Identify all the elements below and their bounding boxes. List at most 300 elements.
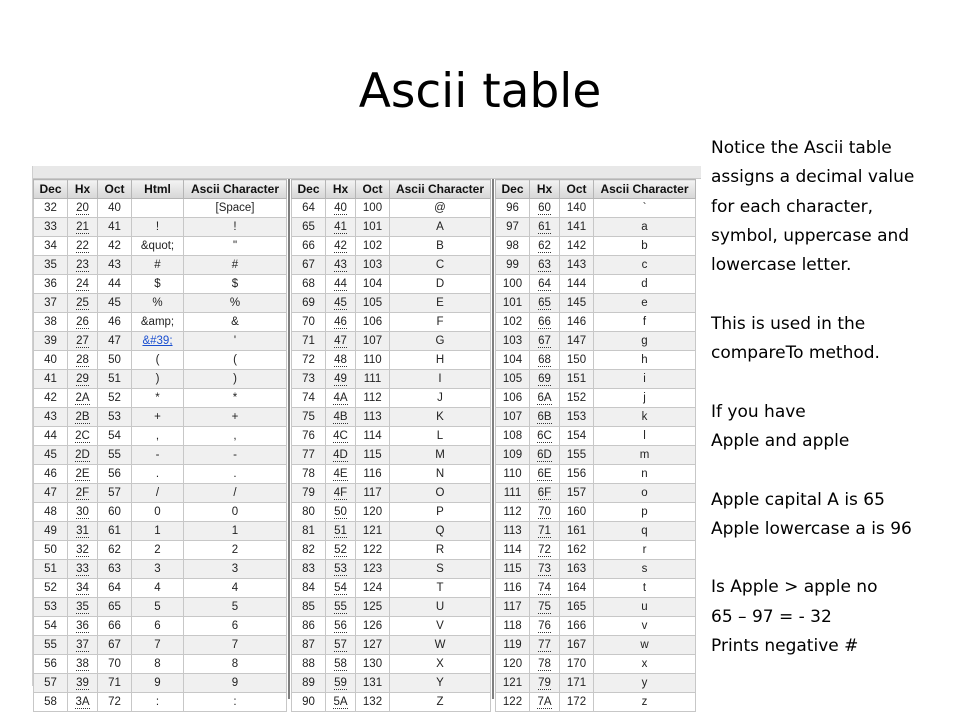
dec-cell: 70 xyxy=(292,313,326,332)
oct-cell: 70 xyxy=(98,655,132,674)
table-row xyxy=(292,636,491,655)
char-cell: @ xyxy=(390,199,491,218)
oct-cell: 100 xyxy=(356,199,390,218)
oct-cell: 67 xyxy=(98,636,132,655)
hex-cell[interactable]: 56 xyxy=(326,617,356,636)
char-cell: % xyxy=(184,294,287,313)
html-cell: $ xyxy=(132,275,184,294)
dec-cell: 55 xyxy=(34,636,68,655)
hex-cell[interactable]: 60 xyxy=(530,199,560,218)
char-cell: R xyxy=(390,541,491,560)
table-row xyxy=(292,218,491,237)
hex-cell[interactable]: 54 xyxy=(326,579,356,598)
char-cell: l xyxy=(594,427,696,446)
oct-cell: 102 xyxy=(356,237,390,256)
ascii-table-group-2 xyxy=(291,179,491,712)
hex-cell[interactable]: 74 xyxy=(530,579,560,598)
hex-cell[interactable]: 2F xyxy=(68,484,98,503)
hex-cell[interactable]: 2D xyxy=(68,446,98,465)
oct-cell: 132 xyxy=(356,693,390,712)
hex-cell[interactable]: 6E xyxy=(530,465,560,484)
dec-cell: 100 xyxy=(496,275,530,294)
table-row xyxy=(34,598,287,617)
char-cell: B xyxy=(390,237,491,256)
hex-cell[interactable]: 4B xyxy=(326,408,356,427)
dec-cell: 33 xyxy=(34,218,68,237)
html-cell: % xyxy=(132,294,184,313)
oct-cell: 157 xyxy=(560,484,594,503)
hex-cell[interactable]: 4A xyxy=(326,389,356,408)
char-cell: i xyxy=(594,370,696,389)
dec-cell: 74 xyxy=(292,389,326,408)
table-row xyxy=(34,617,287,636)
hex-cell[interactable]: 57 xyxy=(326,636,356,655)
char-cell: , xyxy=(184,427,287,446)
oct-cell: 53 xyxy=(98,408,132,427)
dec-cell: 96 xyxy=(496,199,530,218)
notes-line: assigns a decimal value xyxy=(711,167,915,188)
html-cell: ) xyxy=(132,370,184,389)
hex-cell[interactable]: 78 xyxy=(530,655,560,674)
dec-cell: 114 xyxy=(496,541,530,560)
hex-cell[interactable]: 51 xyxy=(326,522,356,541)
notes-line: for each character, xyxy=(711,196,873,217)
hex-cell[interactable]: 6D xyxy=(530,446,560,465)
oct-cell: 161 xyxy=(560,522,594,541)
oct-cell: 166 xyxy=(560,617,594,636)
hex-cell[interactable]: 4D xyxy=(326,446,356,465)
table-row xyxy=(496,617,696,636)
hex-cell[interactable]: 2E xyxy=(68,465,98,484)
oct-cell: 121 xyxy=(356,522,390,541)
table-row xyxy=(496,693,696,712)
hex-cell[interactable]: 6A xyxy=(530,389,560,408)
table-row xyxy=(34,275,287,294)
hex-cell[interactable]: 5A xyxy=(326,693,356,712)
hex-cell[interactable]: 67 xyxy=(530,332,560,351)
dec-cell: 99 xyxy=(496,256,530,275)
hex-cell[interactable]: 6B xyxy=(530,408,560,427)
char-cell: z xyxy=(594,693,696,712)
table-row xyxy=(34,237,287,256)
table-row xyxy=(292,275,491,294)
notes-spacer xyxy=(711,456,956,485)
oct-cell: 120 xyxy=(356,503,390,522)
char-cell: g xyxy=(594,332,696,351)
char-cell: 3 xyxy=(184,560,287,579)
hex-cell[interactable]: 37 xyxy=(68,636,98,655)
char-cell: Q xyxy=(390,522,491,541)
oct-cell: 50 xyxy=(98,351,132,370)
char-cell: ' xyxy=(184,332,287,351)
html-cell: * xyxy=(132,389,184,408)
char-cell: J xyxy=(390,389,491,408)
hex-cell[interactable]: 33 xyxy=(68,560,98,579)
oct-cell: 107 xyxy=(356,332,390,351)
table-row xyxy=(34,218,287,237)
hex-cell[interactable]: 45 xyxy=(326,294,356,313)
hex-cell[interactable]: 44 xyxy=(326,275,356,294)
dec-cell: 32 xyxy=(34,199,68,218)
dec-cell: 98 xyxy=(496,237,530,256)
notes-line: Is Apple > apple no xyxy=(711,577,878,598)
oct-cell: 54 xyxy=(98,427,132,446)
oct-cell: 114 xyxy=(356,427,390,446)
hex-cell[interactable]: 55 xyxy=(326,598,356,617)
hex-cell[interactable]: 3A xyxy=(68,693,98,712)
oct-cell: 125 xyxy=(356,598,390,617)
oct-cell: 124 xyxy=(356,579,390,598)
dec-cell: 52 xyxy=(34,579,68,598)
notes-spacer xyxy=(711,368,956,397)
table-row xyxy=(292,617,491,636)
hex-cell[interactable]: 73 xyxy=(530,560,560,579)
table-row xyxy=(496,636,696,655)
table-row xyxy=(496,256,696,275)
char-cell: H xyxy=(390,351,491,370)
char-cell: [Space] xyxy=(184,199,287,218)
hex-cell[interactable]: 61 xyxy=(530,218,560,237)
column-header-char: Ascii Character xyxy=(390,180,491,199)
char-cell: & xyxy=(184,313,287,332)
dec-cell: 102 xyxy=(496,313,530,332)
char-cell: 8 xyxy=(184,655,287,674)
dec-cell: 44 xyxy=(34,427,68,446)
dec-cell: 113 xyxy=(496,522,530,541)
oct-cell: 40 xyxy=(98,199,132,218)
hex-cell[interactable]: 36 xyxy=(68,617,98,636)
hex-cell[interactable]: 34 xyxy=(68,579,98,598)
html-cell: + xyxy=(132,408,184,427)
hex-cell[interactable]: 35 xyxy=(68,598,98,617)
char-cell: X xyxy=(390,655,491,674)
dec-cell: 122 xyxy=(496,693,530,712)
hex-cell[interactable]: 39 xyxy=(68,674,98,693)
oct-cell: 46 xyxy=(98,313,132,332)
hex-cell[interactable]: 24 xyxy=(68,275,98,294)
dec-cell: 79 xyxy=(292,484,326,503)
hex-cell[interactable]: 52 xyxy=(326,541,356,560)
table-row xyxy=(34,541,287,560)
hex-cell[interactable]: 26 xyxy=(68,313,98,332)
hex-cell[interactable]: 4F xyxy=(326,484,356,503)
hex-cell[interactable]: 49 xyxy=(326,370,356,389)
hex-cell[interactable]: 50 xyxy=(326,503,356,522)
table-group-divider xyxy=(492,179,494,699)
hex-cell[interactable]: 42 xyxy=(326,237,356,256)
table-row xyxy=(496,560,696,579)
char-cell: 4 xyxy=(184,579,287,598)
table-row xyxy=(292,693,491,712)
dec-cell: 53 xyxy=(34,598,68,617)
hex-cell[interactable]: 71 xyxy=(530,522,560,541)
char-cell: M xyxy=(390,446,491,465)
table-row xyxy=(34,256,287,275)
dec-cell: 76 xyxy=(292,427,326,446)
char-cell: K xyxy=(390,408,491,427)
char-cell: p xyxy=(594,503,696,522)
char-cell: : xyxy=(184,693,287,712)
table-row xyxy=(34,427,287,446)
column-header-hex: Hx xyxy=(326,180,356,199)
hex-cell[interactable]: 47 xyxy=(326,332,356,351)
table-row xyxy=(496,598,696,617)
hex-cell[interactable]: 68 xyxy=(530,351,560,370)
column-header-hex: Hx xyxy=(68,180,98,199)
hex-cell[interactable]: 29 xyxy=(68,370,98,389)
html-cell: 1 xyxy=(132,522,184,541)
char-cell: N xyxy=(390,465,491,484)
dec-cell: 84 xyxy=(292,579,326,598)
table-row xyxy=(292,503,491,522)
table-row xyxy=(34,408,287,427)
dec-cell: 58 xyxy=(34,693,68,712)
hex-cell[interactable]: 63 xyxy=(530,256,560,275)
notes-line: Prints negative # xyxy=(711,636,859,657)
dec-cell: 42 xyxy=(34,389,68,408)
oct-cell: 141 xyxy=(560,218,594,237)
hex-cell[interactable]: 72 xyxy=(530,541,560,560)
table-row xyxy=(496,370,696,389)
oct-cell: 71 xyxy=(98,674,132,693)
oct-cell: 61 xyxy=(98,522,132,541)
oct-cell: 147 xyxy=(560,332,594,351)
table-row xyxy=(34,560,287,579)
dec-cell: 112 xyxy=(496,503,530,522)
oct-cell: 110 xyxy=(356,351,390,370)
table-row xyxy=(292,256,491,275)
oct-cell: 55 xyxy=(98,446,132,465)
hex-cell[interactable]: 2B xyxy=(68,408,98,427)
column-header-html: Html xyxy=(132,180,184,199)
dec-cell: 46 xyxy=(34,465,68,484)
char-cell: / xyxy=(184,484,287,503)
hex-cell[interactable]: 64 xyxy=(530,275,560,294)
char-cell: L xyxy=(390,427,491,446)
html-cell: &quot; xyxy=(132,237,184,256)
column-header-char: Ascii Character xyxy=(594,180,696,199)
dec-cell: 104 xyxy=(496,351,530,370)
column-header-dec: Dec xyxy=(34,180,68,199)
table-row xyxy=(496,351,696,370)
oct-cell: 112 xyxy=(356,389,390,408)
hex-cell[interactable]: 43 xyxy=(326,256,356,275)
notes-line: symbol, uppercase and xyxy=(711,225,910,246)
char-cell: x xyxy=(594,655,696,674)
char-cell: 2 xyxy=(184,541,287,560)
hex-cell[interactable]: 58 xyxy=(326,655,356,674)
dec-cell: 71 xyxy=(292,332,326,351)
hex-cell[interactable]: 41 xyxy=(326,218,356,237)
oct-cell: 43 xyxy=(98,256,132,275)
hex-cell[interactable]: 62 xyxy=(530,237,560,256)
hex-cell[interactable]: 31 xyxy=(68,522,98,541)
dec-cell: 106 xyxy=(496,389,530,408)
char-cell: Y xyxy=(390,674,491,693)
dec-cell: 119 xyxy=(496,636,530,655)
table-row xyxy=(34,636,287,655)
ascii-table-image xyxy=(32,166,701,708)
hex-cell[interactable]: 23 xyxy=(68,256,98,275)
oct-cell: 172 xyxy=(560,693,594,712)
oct-cell: 167 xyxy=(560,636,594,655)
html-cell: 9 xyxy=(132,674,184,693)
notes-spacer xyxy=(711,280,956,309)
table-row xyxy=(496,579,696,598)
hex-cell[interactable]: 76 xyxy=(530,617,560,636)
hex-cell[interactable]: 2C xyxy=(68,427,98,446)
column-header-dec: Dec xyxy=(292,180,326,199)
oct-cell: 151 xyxy=(560,370,594,389)
dec-cell: 67 xyxy=(292,256,326,275)
table-row xyxy=(496,522,696,541)
oct-cell: 116 xyxy=(356,465,390,484)
char-cell: a xyxy=(594,218,696,237)
char-cell: b xyxy=(594,237,696,256)
hex-cell[interactable]: 28 xyxy=(68,351,98,370)
table-row xyxy=(292,332,491,351)
char-cell: G xyxy=(390,332,491,351)
table-row xyxy=(292,427,491,446)
table-row xyxy=(292,199,491,218)
oct-cell: 65 xyxy=(98,598,132,617)
dec-cell: 41 xyxy=(34,370,68,389)
dec-cell: 34 xyxy=(34,237,68,256)
dec-cell: 109 xyxy=(496,446,530,465)
table-row xyxy=(292,465,491,484)
dec-cell: 86 xyxy=(292,617,326,636)
char-cell: r xyxy=(594,541,696,560)
dec-cell: 90 xyxy=(292,693,326,712)
hex-cell[interactable]: 32 xyxy=(68,541,98,560)
oct-cell: 156 xyxy=(560,465,594,484)
hex-cell[interactable]: 7A xyxy=(530,693,560,712)
char-cell: j xyxy=(594,389,696,408)
oct-cell: 160 xyxy=(560,503,594,522)
table-row xyxy=(292,389,491,408)
dec-cell: 88 xyxy=(292,655,326,674)
hex-cell[interactable]: 6C xyxy=(530,427,560,446)
hex-cell[interactable]: 38 xyxy=(68,655,98,674)
hex-cell[interactable]: 30 xyxy=(68,503,98,522)
hex-cell[interactable]: 22 xyxy=(68,237,98,256)
table-row xyxy=(496,484,696,503)
column-header-oct: Oct xyxy=(98,180,132,199)
oct-cell: 130 xyxy=(356,655,390,674)
hex-cell[interactable]: 75 xyxy=(530,598,560,617)
char-cell: 1 xyxy=(184,522,287,541)
char-cell: U xyxy=(390,598,491,617)
oct-cell: 64 xyxy=(98,579,132,598)
oct-cell: 106 xyxy=(356,313,390,332)
oct-cell: 105 xyxy=(356,294,390,313)
table-row xyxy=(292,237,491,256)
html-cell: &amp; xyxy=(132,313,184,332)
html-cell: 7 xyxy=(132,636,184,655)
table-row xyxy=(292,522,491,541)
dec-cell: 56 xyxy=(34,655,68,674)
column-header-oct: Oct xyxy=(356,180,390,199)
char-cell: + xyxy=(184,408,287,427)
table-row xyxy=(496,541,696,560)
hex-cell[interactable]: 70 xyxy=(530,503,560,522)
hex-cell[interactable]: 65 xyxy=(530,294,560,313)
char-cell: S xyxy=(390,560,491,579)
html-cell[interactable]: &#39; xyxy=(132,332,184,351)
char-cell: 9 xyxy=(184,674,287,693)
oct-cell: 117 xyxy=(356,484,390,503)
hex-cell[interactable]: 21 xyxy=(68,218,98,237)
oct-cell: 171 xyxy=(560,674,594,693)
notes-spacer xyxy=(711,544,956,573)
table-row xyxy=(496,332,696,351)
dec-cell: 110 xyxy=(496,465,530,484)
hex-cell[interactable]: 20 xyxy=(68,199,98,218)
hex-cell[interactable]: 77 xyxy=(530,636,560,655)
table-row xyxy=(34,693,287,712)
char-cell: ` xyxy=(594,199,696,218)
char-cell: ( xyxy=(184,351,287,370)
hex-cell[interactable]: 40 xyxy=(326,199,356,218)
hex-cell[interactable]: 25 xyxy=(68,294,98,313)
table-row xyxy=(496,218,696,237)
dec-cell: 117 xyxy=(496,598,530,617)
hex-cell[interactable]: 79 xyxy=(530,674,560,693)
hex-cell[interactable]: 48 xyxy=(326,351,356,370)
dec-cell: 51 xyxy=(34,560,68,579)
hex-cell[interactable]: 4C xyxy=(326,427,356,446)
hex-cell[interactable]: 69 xyxy=(530,370,560,389)
dec-cell: 35 xyxy=(34,256,68,275)
ascii-table-group-3 xyxy=(495,179,696,712)
table-row xyxy=(496,313,696,332)
notes-line: If you have xyxy=(711,401,806,422)
table-group-divider xyxy=(288,179,290,699)
table-row xyxy=(34,332,287,351)
html-cell: 5 xyxy=(132,598,184,617)
notes-line: Apple lowercase a is 96 xyxy=(711,518,912,539)
dec-cell: 47 xyxy=(34,484,68,503)
hex-cell[interactable]: 27 xyxy=(68,332,98,351)
oct-cell: 150 xyxy=(560,351,594,370)
hex-cell[interactable]: 2A xyxy=(68,389,98,408)
ascii-tables xyxy=(33,179,696,712)
dec-cell: 101 xyxy=(496,294,530,313)
notes-text xyxy=(711,134,956,661)
hex-cell[interactable]: 4E xyxy=(326,465,356,484)
table-row xyxy=(292,370,491,389)
hex-cell[interactable]: 6F xyxy=(530,484,560,503)
html-cell: : xyxy=(132,693,184,712)
char-cell: d xyxy=(594,275,696,294)
dec-cell: 105 xyxy=(496,370,530,389)
oct-cell: 113 xyxy=(356,408,390,427)
html-cell: 6 xyxy=(132,617,184,636)
table-row xyxy=(292,484,491,503)
oct-cell: 152 xyxy=(560,389,594,408)
hex-cell[interactable]: 46 xyxy=(326,313,356,332)
hex-cell[interactable]: 59 xyxy=(326,674,356,693)
html-cell: 0 xyxy=(132,503,184,522)
notes-line: Apple and apple xyxy=(711,430,850,451)
char-cell: # xyxy=(184,256,287,275)
dec-cell: 65 xyxy=(292,218,326,237)
hex-cell[interactable]: 53 xyxy=(326,560,356,579)
char-cell: V xyxy=(390,617,491,636)
html-cell: ! xyxy=(132,218,184,237)
notes-line: compareTo method. xyxy=(711,343,880,364)
hex-cell[interactable]: 66 xyxy=(530,313,560,332)
